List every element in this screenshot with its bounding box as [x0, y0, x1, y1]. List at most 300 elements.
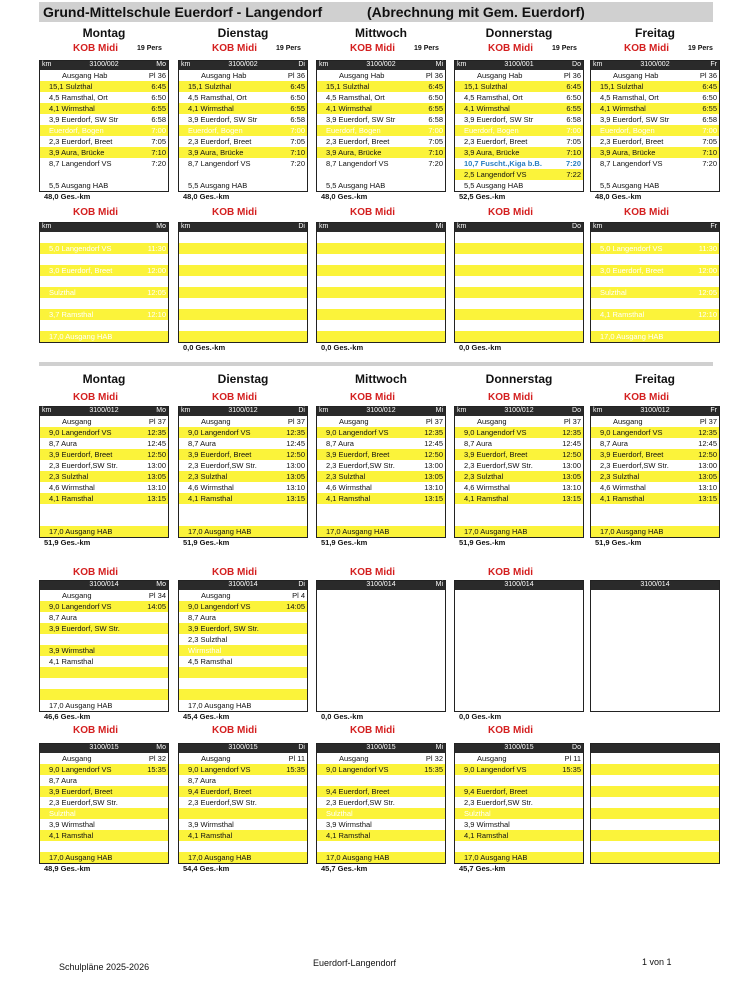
stop-row — [179, 416, 307, 427]
stop-row — [40, 612, 168, 623]
stop-time: 13:05 — [562, 472, 581, 481]
stop-time: 12:45 — [424, 439, 443, 448]
kob-midi-label: KOB Midi — [73, 43, 118, 54]
stop-name: 17,0 Ausgang HAB — [49, 853, 113, 862]
stop-row — [179, 700, 307, 711]
stop-row — [455, 830, 583, 841]
stop-time: 12:35 — [698, 428, 717, 437]
route-header — [591, 61, 719, 70]
stop-row — [317, 797, 445, 808]
stop-row — [591, 298, 719, 309]
stop-row — [40, 504, 168, 515]
stop-row — [455, 504, 583, 515]
stop-time: 13:10 — [147, 483, 166, 492]
stop-row — [40, 830, 168, 841]
stop-name: Ausgang — [477, 417, 507, 426]
footer-center: Euerdorf-Langendorf — [313, 958, 397, 968]
stop-name: 8,7 Aura — [600, 439, 628, 448]
stop-row — [455, 700, 583, 711]
route-card — [454, 743, 584, 864]
day-abbrev: Mo — [156, 744, 166, 751]
kob-midi-label: KOB Midi — [73, 567, 118, 578]
day-abbrev: Mo — [156, 407, 166, 414]
persons-label: 19 Pers — [552, 45, 577, 52]
stop-time: 13:05 — [424, 472, 443, 481]
persons-label: 19 Pers — [276, 45, 301, 52]
stop-row — [317, 482, 445, 493]
stop-row — [40, 243, 168, 254]
stop-row — [40, 427, 168, 438]
route-card — [316, 222, 446, 343]
stop-row — [317, 471, 445, 482]
stop-name: 8,7 Aura — [188, 613, 216, 622]
stop-name: 4,5 Ramsthal, Ort — [188, 93, 247, 102]
stop-name: 4,1 Ramsthal — [49, 831, 94, 840]
kob-midi-label: KOB Midi — [212, 567, 257, 578]
route-number: 3100/012 — [504, 407, 534, 414]
stop-row — [591, 775, 719, 786]
stop-row — [317, 678, 445, 689]
route-header — [591, 223, 719, 232]
route-card — [178, 222, 308, 343]
day-heading: Mittwoch — [355, 26, 407, 40]
stop-name: 3,9 Wirmsthal — [326, 820, 372, 829]
km-label: km — [42, 61, 52, 68]
stop-name: 8,7 Aura — [326, 439, 354, 448]
stop-name: 5,5 Ausgang HAB — [464, 181, 524, 190]
stop-row — [591, 232, 719, 243]
total-km: 51,9 Ges.-km — [44, 538, 91, 547]
km-label: km — [42, 223, 52, 230]
stop-name: Euerdorf, Bogen — [464, 126, 519, 135]
stop-time: 13:00 — [286, 461, 305, 470]
stop-row — [179, 114, 307, 125]
kob-midi-label: KOB Midi — [212, 392, 257, 403]
total-km: 51,9 Ges.-km — [183, 538, 230, 547]
stop-row — [591, 70, 719, 81]
route-header — [317, 744, 445, 753]
stop-name: 4,1 Ramsthal — [49, 657, 94, 666]
stop-row — [455, 125, 583, 136]
stop-row — [591, 786, 719, 797]
route-number: 3100/015 — [366, 744, 396, 751]
stop-time: 6:55 — [151, 104, 166, 113]
stop-time: 6:55 — [566, 104, 581, 113]
stop-name: 4,1 Ramsthal — [188, 831, 233, 840]
stop-row — [455, 590, 583, 601]
stop-name: 3,9 Wirmsthal — [49, 646, 95, 655]
stop-name: 2,3 Sulzthal — [326, 472, 366, 481]
stop-row — [455, 331, 583, 342]
stop-row — [179, 169, 307, 180]
route-card — [316, 580, 446, 712]
stop-row — [591, 515, 719, 526]
stop-time: 7:05 — [428, 137, 443, 146]
day-heading: Dienstag — [217, 26, 269, 40]
stop-row — [455, 169, 583, 180]
stop-row — [591, 449, 719, 460]
stop-time: Pl 37 — [148, 417, 166, 426]
day-abbrev: Do — [572, 223, 581, 230]
stop-row — [179, 438, 307, 449]
stop-row — [317, 689, 445, 700]
route-number: 3100/012 — [640, 407, 670, 414]
stop-row — [317, 504, 445, 515]
stop-name: 3,9 Euerdorf, SW Str — [326, 115, 396, 124]
stop-time: 13:00 — [147, 461, 166, 470]
stop-name: 17,0 Ausgang HAB — [326, 853, 390, 862]
billing-note: (Abrechnung mit Gem. Euerdorf) — [367, 4, 585, 20]
stop-row — [40, 689, 168, 700]
km-label: km — [181, 61, 191, 68]
stop-time: 12:50 — [562, 450, 581, 459]
day-abbrev: Do — [572, 61, 581, 68]
stop-row — [317, 70, 445, 81]
stop-name: 4,5 Ramsthal — [188, 657, 233, 666]
stop-name: 15,1 Sulzthal — [326, 82, 370, 91]
stop-row — [591, 493, 719, 504]
stop-row — [179, 830, 307, 841]
stop-row — [591, 526, 719, 537]
stop-name: 9,4 Euerdorf, Breet — [326, 787, 390, 796]
stop-row — [179, 70, 307, 81]
stop-row — [591, 656, 719, 667]
route-number: 3100/014 — [504, 581, 534, 588]
stop-name: 17,0 Ausgang HAB — [464, 527, 528, 536]
stop-row — [179, 656, 307, 667]
route-card — [454, 580, 584, 712]
stop-row — [455, 81, 583, 92]
day-heading: Montag — [82, 372, 126, 386]
stop-row — [455, 623, 583, 634]
stop-name: 17,0 Ausgang HAB — [600, 332, 664, 341]
stop-name: Ausgang — [201, 591, 231, 600]
stop-row — [591, 180, 719, 191]
stop-row — [591, 678, 719, 689]
stop-time: 13:10 — [562, 483, 581, 492]
stop-name: 15,1 Sulzthal — [600, 82, 644, 91]
stop-row — [591, 808, 719, 819]
stop-row — [455, 265, 583, 276]
stop-name: Euerdorf, Bogen — [600, 126, 655, 135]
total-km: 51,9 Ges.-km — [321, 538, 368, 547]
total-km: 0,0 Ges.-km — [321, 712, 364, 721]
title-bar — [39, 2, 713, 22]
stop-row — [455, 427, 583, 438]
stop-time: Pl 37 — [563, 417, 581, 426]
stop-time: 6:50 — [428, 93, 443, 102]
stop-name: Ausgang — [339, 417, 369, 426]
stop-row — [40, 276, 168, 287]
stop-name: 9,0 Langendorf VS — [326, 428, 389, 437]
route-card — [316, 406, 446, 538]
stop-row — [455, 764, 583, 775]
kob-midi-label: KOB Midi — [488, 725, 533, 736]
stop-name: 4,1 Ramsthal — [600, 310, 645, 319]
stop-time: 12:00 — [698, 266, 717, 275]
stop-row — [179, 147, 307, 158]
stop-row — [591, 471, 719, 482]
stop-name: 3,0 Euerdorf, Breet — [600, 266, 664, 275]
km-label: km — [181, 407, 191, 414]
stop-time: 6:45 — [566, 82, 581, 91]
stop-row — [40, 819, 168, 830]
route-number: 3100/015 — [228, 744, 258, 751]
route-number: 3100/014 — [640, 581, 670, 588]
stop-row — [179, 287, 307, 298]
stop-row — [317, 438, 445, 449]
stop-row — [179, 81, 307, 92]
stop-time: 7:00 — [290, 126, 305, 135]
route-header — [455, 407, 583, 416]
stop-time: 6:45 — [428, 82, 443, 91]
stop-name: 5,5 Ausgang HAB — [49, 181, 109, 190]
stop-name: 4,1 Wirmsthal — [188, 104, 234, 113]
route-card — [590, 580, 720, 712]
stop-row — [317, 449, 445, 460]
stop-row — [591, 852, 719, 863]
stop-time: Pl 11 — [288, 754, 305, 763]
stop-row — [317, 656, 445, 667]
stop-row — [317, 634, 445, 645]
stop-name: 4,1 Ramsthal — [600, 494, 645, 503]
route-header — [40, 223, 168, 232]
stop-name: 5,0 Langendorf VS — [49, 244, 112, 253]
stop-time: 6:50 — [151, 93, 166, 102]
stop-row — [179, 449, 307, 460]
stop-row — [591, 331, 719, 342]
stop-name: Euerdorf, Bogen — [188, 126, 243, 135]
stop-row — [455, 852, 583, 863]
km-label: km — [457, 223, 467, 230]
stop-row — [317, 764, 445, 775]
total-km: 48,0 Ges.-km — [183, 192, 230, 201]
stop-row — [455, 114, 583, 125]
stop-row — [40, 753, 168, 764]
stop-row — [591, 667, 719, 678]
stop-row — [317, 753, 445, 764]
route-card — [39, 60, 169, 192]
route-number: 3100/002 — [228, 61, 258, 68]
stop-time: 7:05 — [151, 137, 166, 146]
route-header — [179, 407, 307, 416]
stop-row — [179, 265, 307, 276]
route-card — [316, 743, 446, 864]
stop-name: 3,7 Ramsthal — [49, 310, 94, 319]
stop-row — [591, 482, 719, 493]
route-header — [317, 407, 445, 416]
school-title: Grund-Mittelschule Euerdorf - Langendorf — [43, 4, 323, 20]
route-header — [317, 581, 445, 590]
stop-name: 3,9 Aura, Brücke — [49, 148, 105, 157]
stop-row — [317, 287, 445, 298]
day-heading: Dienstag — [217, 372, 269, 386]
route-card — [178, 580, 308, 712]
stop-row — [179, 482, 307, 493]
stop-name: 17,0 Ausgang HAB — [188, 701, 252, 710]
stop-time: Pl 36 — [425, 71, 443, 80]
stop-row — [455, 287, 583, 298]
stop-row — [455, 232, 583, 243]
stop-row — [317, 623, 445, 634]
stop-name: Ausgang Hab — [477, 71, 523, 80]
stop-name: 5,0 Langendorf VS — [600, 244, 663, 253]
stop-name: 3,9 Euerdorf, Breet — [600, 450, 664, 459]
stop-time: 15:35 — [147, 765, 166, 774]
stop-time: 6:58 — [151, 115, 166, 124]
stop-row — [179, 103, 307, 114]
day-heading: Donnerstag — [485, 372, 553, 386]
stop-row — [455, 243, 583, 254]
kob-midi-label: KOB Midi — [350, 207, 395, 218]
stop-time: 13:05 — [147, 472, 166, 481]
stop-time: 6:55 — [428, 104, 443, 113]
stop-row — [40, 841, 168, 852]
km-label: km — [593, 61, 603, 68]
stop-row — [317, 180, 445, 191]
stop-row — [591, 243, 719, 254]
stop-name: 2,3 Euerdorf,SW Str. — [188, 461, 257, 470]
stop-row — [40, 482, 168, 493]
stop-row — [179, 309, 307, 320]
stop-row — [40, 158, 168, 169]
day-abbrev: Mi — [435, 223, 443, 230]
stop-time: 13:15 — [147, 494, 166, 503]
stop-time: 6:45 — [151, 82, 166, 91]
stop-name: 9,0 Langendorf VS — [188, 765, 251, 774]
stop-time: 15:35 — [286, 765, 305, 774]
stop-row — [455, 841, 583, 852]
stop-row — [40, 114, 168, 125]
stop-row — [179, 471, 307, 482]
stop-row — [179, 276, 307, 287]
day-abbrev: Mo — [156, 61, 166, 68]
stop-row — [179, 601, 307, 612]
stop-name: 17,0 Ausgang HAB — [49, 527, 113, 536]
stop-row — [179, 232, 307, 243]
stop-row — [317, 427, 445, 438]
stop-row — [317, 169, 445, 180]
stop-name: 4,6 Wirmsthal — [326, 483, 372, 492]
stop-row — [455, 438, 583, 449]
stop-row — [455, 526, 583, 537]
stop-row — [179, 92, 307, 103]
total-km: 0,0 Ges.-km — [183, 343, 226, 352]
stop-name: 17,0 Ausgang HAB — [188, 527, 252, 536]
stop-name: 9,0 Langendorf VS — [49, 428, 112, 437]
day-abbrev: Mi — [435, 407, 443, 414]
stop-row — [317, 125, 445, 136]
stop-row — [455, 103, 583, 114]
stop-name: 8,7 Langendorf VS — [49, 159, 112, 168]
stop-row — [179, 786, 307, 797]
stop-name: 3,9 Euerdorf, SW Str. — [188, 624, 259, 633]
stop-row — [591, 819, 719, 830]
total-km: 51,9 Ges.-km — [459, 538, 506, 547]
stop-row — [317, 276, 445, 287]
stop-row — [40, 416, 168, 427]
stop-row — [455, 320, 583, 331]
day-abbrev: Fr — [710, 223, 717, 230]
stop-name: 2,5 Langendorf VS — [464, 170, 527, 179]
stop-name: 4,1 Ramsthal — [464, 831, 509, 840]
stop-time: Pl 4 — [292, 591, 305, 600]
stop-time: 13:15 — [286, 494, 305, 503]
stop-name: 2,3 Euerdorf, Breet — [600, 137, 664, 146]
stop-name: 3,9 Euerdorf, SW Str — [464, 115, 534, 124]
stop-time: 12:50 — [147, 450, 166, 459]
kob-midi-label: KOB Midi — [488, 567, 533, 578]
route-header — [591, 407, 719, 416]
stop-name: Ausgang — [62, 591, 92, 600]
day-abbrev: Di — [298, 223, 305, 230]
km-label: km — [319, 61, 329, 68]
persons-label: 19 Pers — [137, 45, 162, 52]
kob-midi-label: KOB Midi — [350, 725, 395, 736]
stop-time: 7:10 — [566, 148, 581, 157]
stop-row — [40, 287, 168, 298]
stop-name: 4,6 Wirmsthal — [188, 483, 234, 492]
stop-name: 3,9 Euerdorf, Breet — [188, 450, 252, 459]
stop-name: 2,3 Euerdorf, Breet — [49, 137, 113, 146]
stop-name: Ausgang — [201, 417, 231, 426]
stop-time: 7:10 — [290, 148, 305, 157]
stop-name: 4,1 Wirmsthal — [464, 104, 510, 113]
km-label: km — [593, 223, 603, 230]
stop-name: 3,9 Aura, Brücke — [464, 148, 520, 157]
kob-midi-label: KOB Midi — [624, 207, 669, 218]
stop-time: Pl 37 — [425, 417, 443, 426]
stop-row — [591, 841, 719, 852]
stop-row — [591, 797, 719, 808]
stop-name: Ausgang Hab — [613, 71, 659, 80]
total-km: 48,0 Ges.-km — [44, 192, 91, 201]
stop-row — [591, 438, 719, 449]
stop-name: 4,1 Ramsthal — [188, 494, 233, 503]
stop-row — [317, 460, 445, 471]
stop-row — [591, 254, 719, 265]
stop-row — [179, 331, 307, 342]
stop-row — [317, 320, 445, 331]
stop-row — [317, 515, 445, 526]
stop-row — [179, 852, 307, 863]
stop-row — [591, 416, 719, 427]
stop-row — [317, 136, 445, 147]
route-number: 3100/014 — [366, 581, 396, 588]
stop-row — [40, 449, 168, 460]
stop-name: Ausgang — [477, 754, 507, 763]
route-header — [179, 61, 307, 70]
stop-name: 4,1 Ramsthal — [49, 494, 94, 503]
route-header — [455, 61, 583, 70]
stop-name: 8,7 Aura — [49, 613, 77, 622]
stop-time: 15:35 — [424, 765, 443, 774]
day-abbrev: Mi — [435, 61, 443, 68]
stop-row — [455, 753, 583, 764]
stop-name: 8,7 Aura — [188, 439, 216, 448]
stop-row — [179, 427, 307, 438]
stop-row — [317, 254, 445, 265]
stop-time: 13:05 — [286, 472, 305, 481]
stop-row — [591, 645, 719, 656]
stop-time: 7:22 — [566, 170, 581, 179]
stop-time: 7:00 — [151, 126, 166, 135]
stop-row — [40, 92, 168, 103]
stop-row — [591, 830, 719, 841]
day-heading: Freitag — [634, 26, 675, 40]
stop-name: 15,1 Sulzthal — [464, 82, 508, 91]
total-km: 0,0 Ges.-km — [321, 343, 364, 352]
